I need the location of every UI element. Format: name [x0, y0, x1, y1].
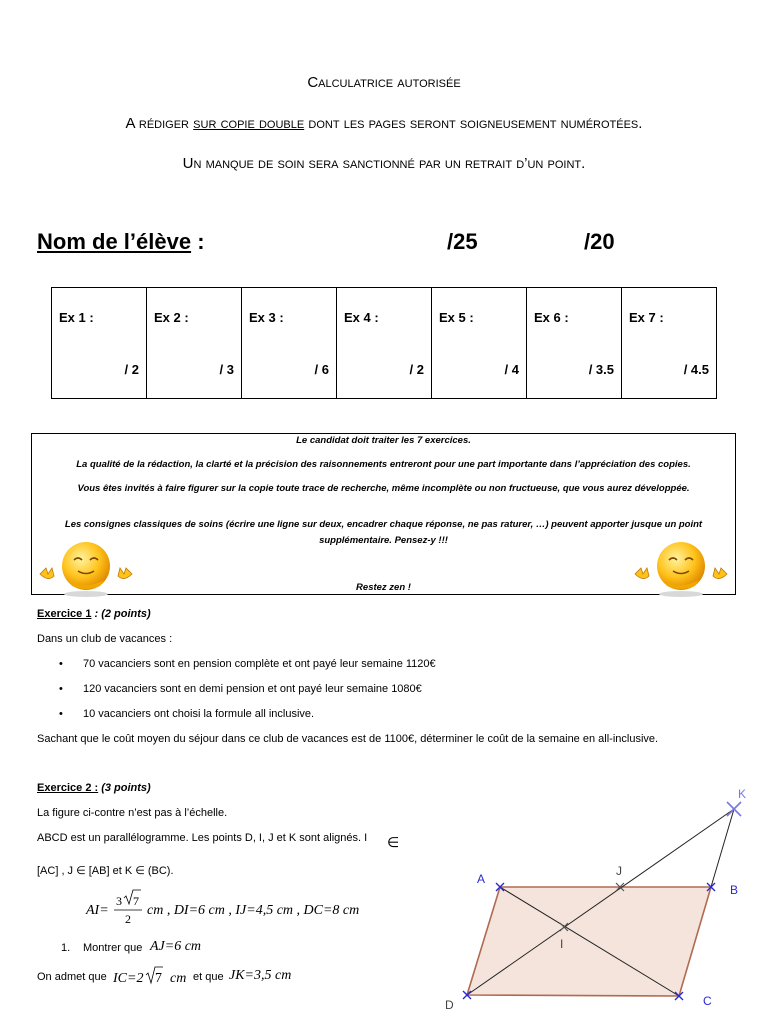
exercise-1-question: Sachant que le coût moyen du séjour dans ce club de vacances est de 1100€, déterminer le coût de la semaine en all-inclusive.	[37, 733, 659, 745]
grade-max: / 6	[314, 362, 329, 377]
header-line-instructions	[0, 115, 768, 132]
exercise-1-heading	[37, 608, 151, 620]
svg-text:cm: cm	[170, 971, 187, 986]
point-label-i: I	[560, 937, 564, 951]
point-label-b: B	[730, 883, 739, 897]
header-line-penalty: Un manque de soin sera sanctionné par un retrait d’un point.	[182, 155, 586, 172]
instructions-box	[31, 433, 736, 595]
instructions-underlined: sur copie double	[193, 115, 305, 132]
exercise-2-line-2: ABCD est un parallélogramme. Les points D, I, J et K sont alignés. I	[37, 832, 368, 844]
exercise-2-line-3: [AC] , J ∈ [AB] et K ∈ (BC).	[37, 865, 174, 877]
grade-label: Ex 3 :	[249, 310, 284, 325]
grade-cell-ex3	[242, 288, 337, 399]
svg-text:3: 3	[116, 894, 122, 908]
header-line-calculator: Calculatrice autorisée	[307, 74, 461, 91]
exercise-1-bullet: 10 vacanciers ont choisi la formule all inclusive.	[83, 708, 315, 720]
zen-smiley-icon	[633, 540, 729, 598]
student-name-label	[37, 229, 205, 255]
exercise-2-points: (3 points)	[98, 782, 151, 794]
grade-label: Ex 5 :	[439, 310, 474, 325]
grade-label: Ex 6 :	[534, 310, 569, 325]
point-label-d: D	[445, 998, 454, 1012]
grade-label: Ex 2 :	[154, 310, 189, 325]
exercise-1-title: Exercice 1	[37, 608, 92, 620]
exercise-2-heading	[37, 782, 151, 794]
exercise-1-bullet: 70 vacanciers sont en pension complète et ont payé leur semaine 1120€	[83, 658, 436, 670]
notice-line-4: Les consignes classiques de soins (écrire une ligne sur deux, encadrer chaque réponse, ne pas raturer, …) peuvent apporter jusque un point	[64, 519, 703, 530]
notice-line-2: La qualité de la rédaction, la clarté et la précision des raisonnements entreront pour une part importante dans l’appréciation des copies.	[76, 459, 691, 470]
bullet-dot: •	[59, 683, 63, 695]
grade-cell-ex2	[147, 288, 242, 399]
grade-cell-ex4	[337, 288, 432, 399]
point-label-a: A	[477, 872, 486, 886]
grade-max: / 3.5	[588, 362, 614, 377]
given-lengths-formula	[84, 889, 384, 929]
point-label-c: C	[703, 994, 712, 1008]
svg-text:7: 7	[155, 971, 162, 986]
notice-line-1: Le candidat doit traiter les 7 exercices.	[296, 435, 471, 446]
grade-max: / 4.5	[683, 362, 709, 377]
grade-max: / 3	[219, 362, 234, 377]
svg-text:7: 7	[133, 894, 139, 908]
admit-and: et que	[193, 971, 224, 983]
grades-row	[52, 288, 717, 399]
question-text: Montrer que	[83, 942, 143, 954]
grades-table	[51, 287, 717, 399]
zen-smiley-icon	[38, 540, 134, 598]
grade-cell-ex6	[527, 288, 622, 399]
svg-text:IC=2: IC=2	[113, 971, 144, 986]
admit-text: On admet que	[37, 971, 107, 983]
grade-cell-ex5	[432, 288, 527, 399]
line-bk	[711, 809, 734, 887]
element-of-symbol: ∈	[387, 834, 400, 850]
bullet-dot: •	[59, 708, 63, 720]
svg-text:cm , DI=6 cm , IJ=4,5 cm , DC=: cm , DI=6 cm , IJ=4,5 cm , DC=8 cm	[147, 903, 360, 918]
notice-line-3: Vous êtes invités à faire figurer sur la copie toute trace de recherche, même incomplète ou non fructueuse, que vous aurez développée.	[77, 483, 690, 494]
point-k-marker	[727, 802, 741, 816]
notice-line-6: Restez zen !	[356, 582, 411, 593]
point-label-k: K	[738, 787, 747, 801]
instructions-text-start: A rédiger	[125, 115, 194, 132]
exercise-2-line-1: La figure ci-contre n’est pas à l’échelle.	[37, 807, 228, 819]
score-total-25: /25	[447, 229, 478, 254]
exercise-1-points: : (2 points)	[91, 608, 151, 620]
grade-max: / 2	[409, 362, 424, 377]
question-formula: AJ=6 cm	[150, 939, 202, 954]
question-number: 1.	[61, 942, 71, 954]
svg-text:2: 2	[125, 912, 131, 926]
student-name-text: Nom de l’élève	[37, 229, 192, 254]
grade-cell-ex7	[622, 288, 717, 399]
grade-cell-ex1	[52, 288, 147, 399]
grade-label: Ex 4 :	[344, 310, 379, 325]
score-total-20: /20	[584, 229, 615, 254]
grade-label: Ex 7 :	[629, 310, 664, 325]
grade-max: / 2	[124, 362, 139, 377]
grade-max: / 4	[504, 362, 519, 377]
grade-label: Ex 1 :	[59, 310, 94, 325]
svg-text:AI=: AI=	[86, 903, 109, 918]
point-label-j: J	[616, 864, 622, 878]
exercise-1-bullet: 120 vacanciers sont en demi pension et ont payé leur semaine 1080€	[83, 683, 422, 695]
bullet-dot: •	[59, 658, 63, 670]
student-name-colon: :	[191, 229, 205, 254]
admit-formula-ic	[113, 963, 193, 989]
notice-line-5: supplémentaire. Pensez-y !!!	[319, 535, 448, 546]
exercise-2-title: Exercice 2 :	[37, 782, 99, 794]
admit-formula-jk: JK=3,5 cm	[229, 968, 292, 983]
parallelogram-figure	[430, 780, 760, 1020]
instructions-text-end: dont les pages seront soigneusement numérotées.	[304, 115, 643, 132]
exercise-1-intro: Dans un club de vacances :	[37, 633, 173, 645]
